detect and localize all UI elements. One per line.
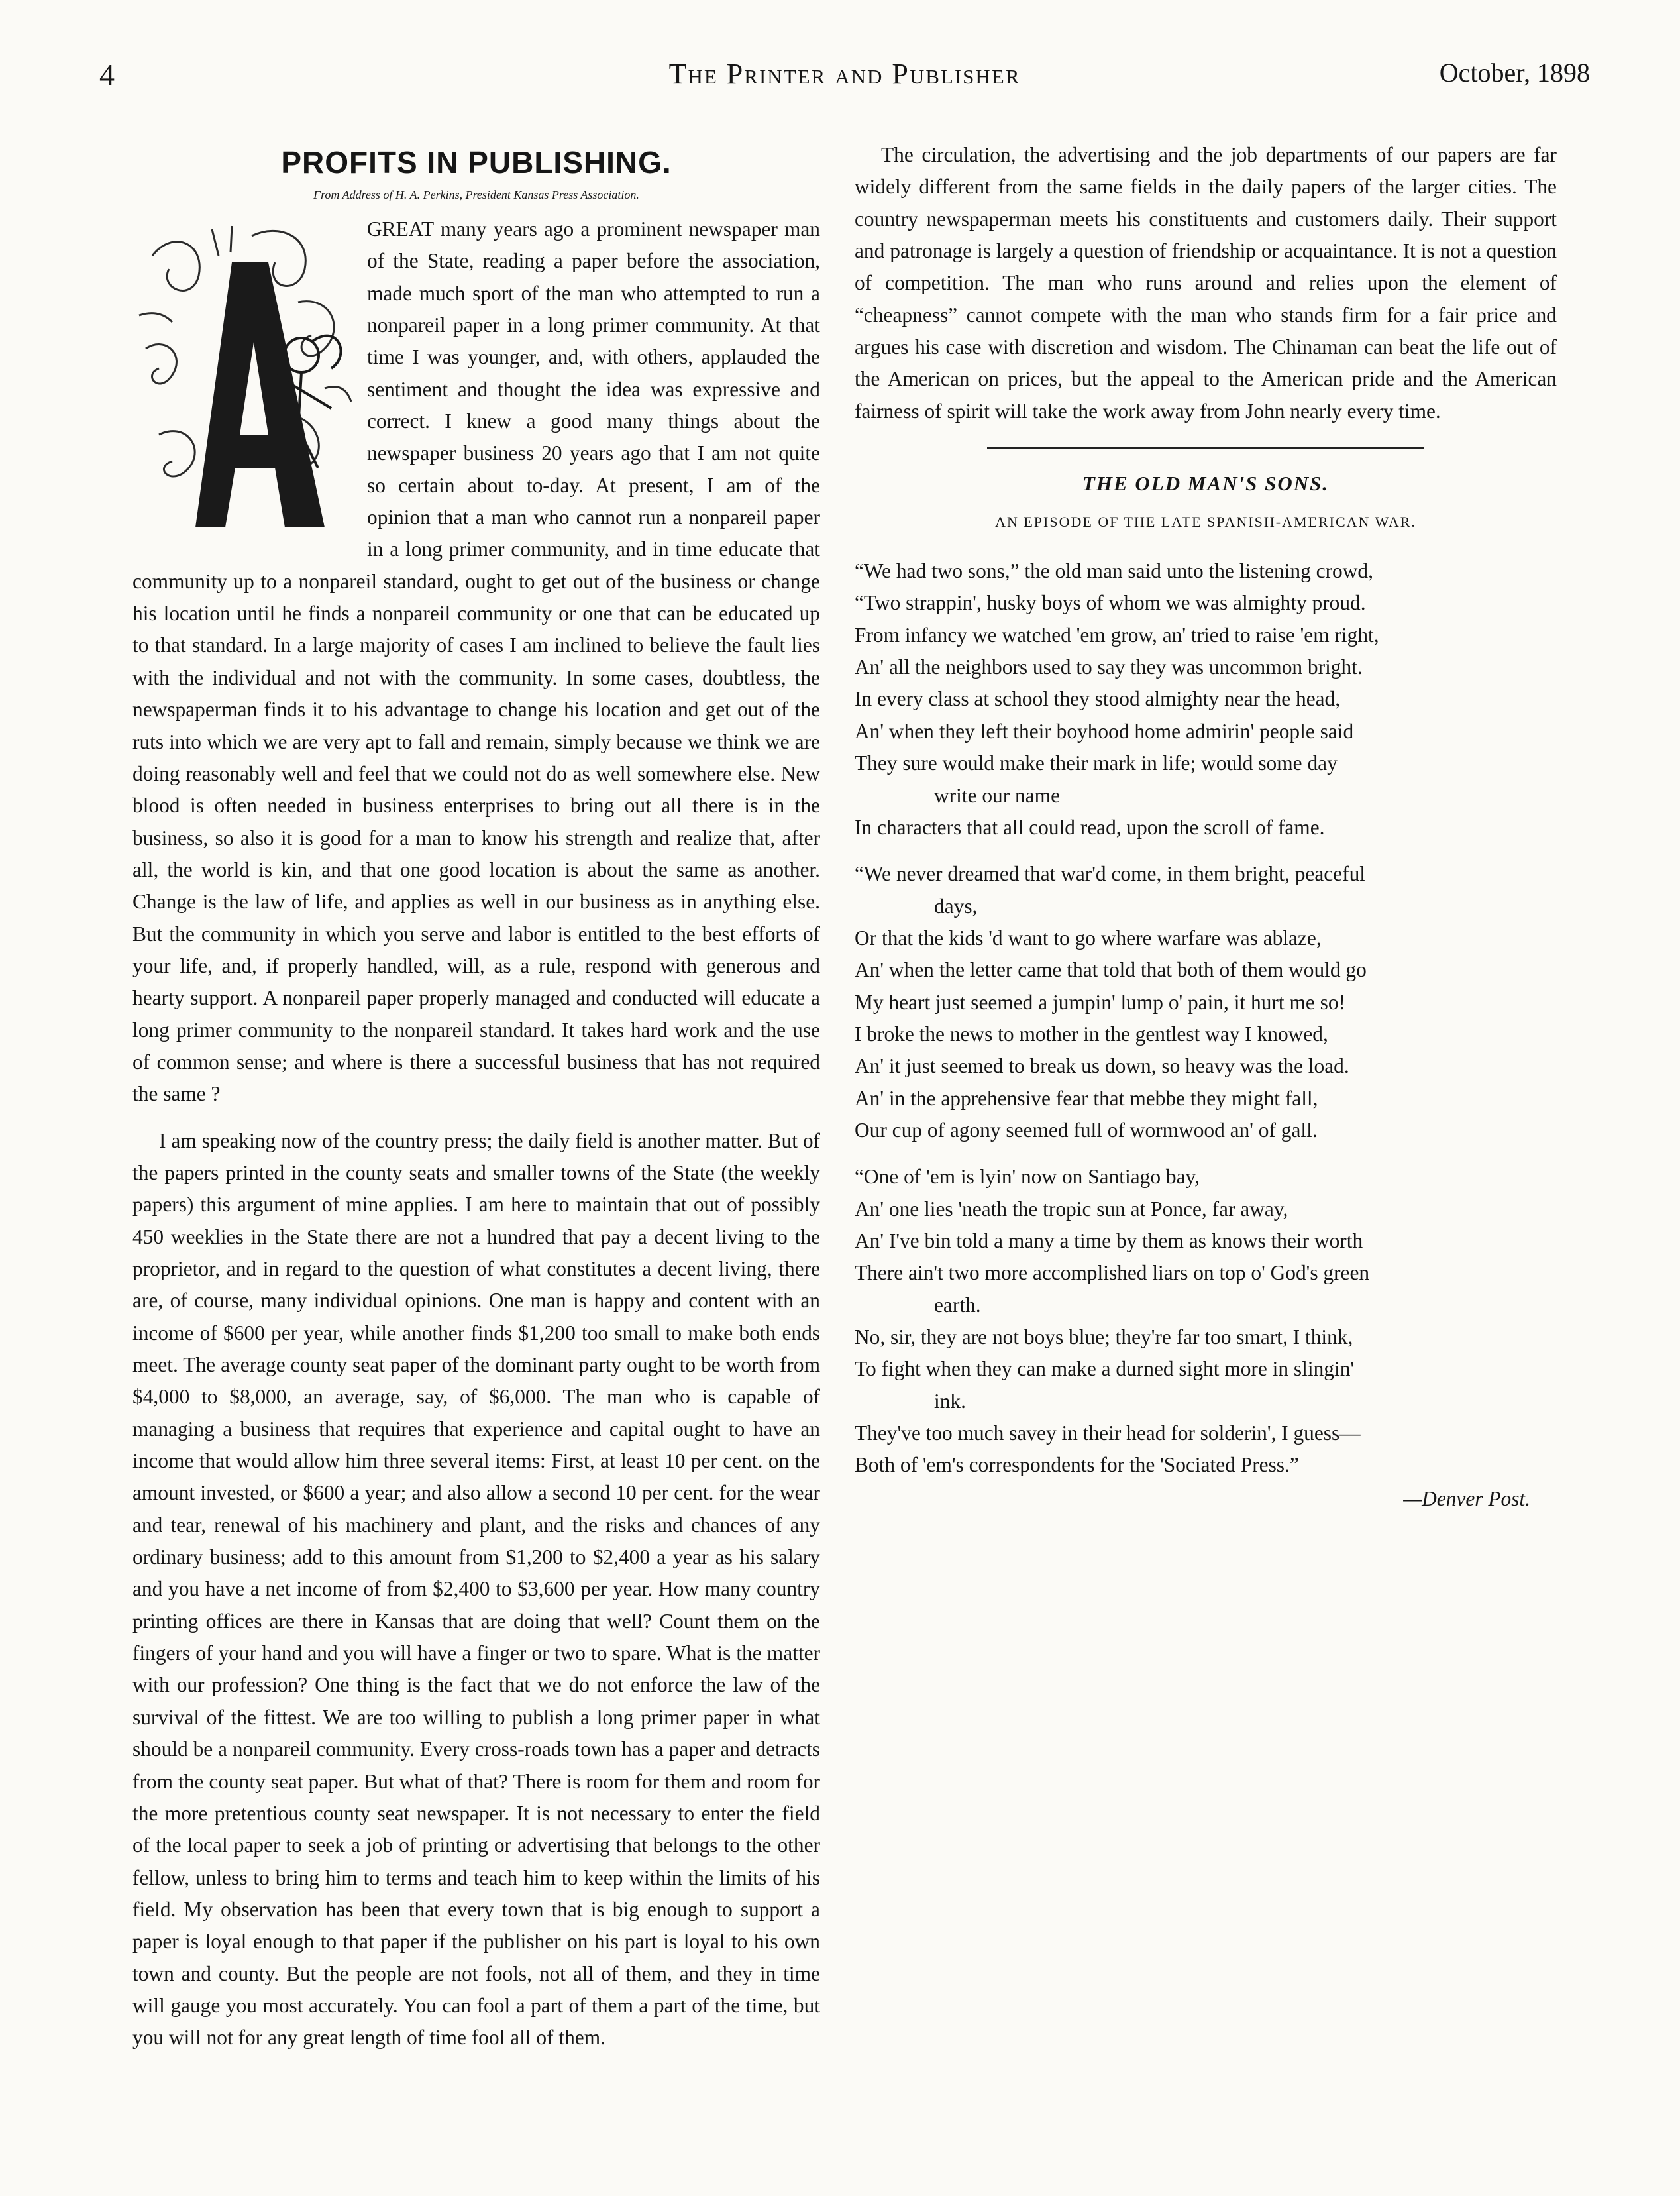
poem-stanza xyxy=(855,1161,1557,1481)
poem-stanza xyxy=(855,555,1557,844)
article-title: PROFITS IN PUBLISHING. xyxy=(281,145,672,180)
section-divider xyxy=(987,447,1424,449)
poem-source: —Denver Post. xyxy=(1403,1486,1530,1510)
poem-line: I broke the news to mother in the gentlest way I knowed, xyxy=(855,1022,1328,1046)
poem-line: An' it just seemed to break us down, so heavy was the load. xyxy=(855,1054,1349,1078)
poem-line: Both of 'em's correspondents for the 'Sociated Press.” xyxy=(855,1453,1299,1477)
poem-title: THE OLD MAN'S SONS. xyxy=(1082,472,1330,496)
poem-line: Our cup of agony seemed full of wormwood an' of gall. xyxy=(855,1118,1318,1142)
poem-subtitle: AN EPISODE OF THE LATE SPANISH-AMERICAN WAR. xyxy=(995,514,1416,531)
poem-line: ink. xyxy=(934,1389,966,1413)
poem-body xyxy=(855,555,1557,1482)
poem-line: An' all the neighbors used to say they was uncommon bright. xyxy=(855,655,1363,679)
poem-line: “One of 'em is lyin' now on Santiago bay, xyxy=(855,1165,1200,1189)
poem-line: They've too much savey in their head for solderin', I guess— xyxy=(855,1421,1361,1445)
poem-line: An' when the letter came that told that both of them would go xyxy=(855,958,1367,982)
paragraph: I am speaking now of the country press; the daily field is another matter. But of the papers printed in the county seats and smaller towns of the State (the weekly papers) this argument of mine applies. I am here to maintain that out of possibly 450 weeklies in the State there are not a hundred that pay a decent living to the proprietor, and in regard to the question of what constitutes a decent living, there are, of course, many individual opinions. One man is happy and content with an income of $600 per year, while another finds $1,200 too small to make both ends meet. The average county seat paper of the dominant party ought to be worth from $4,000 to $8,000, an average, say, of $6,000. The man who is capable of managing a business that requires that experience and capital ought to have an income that would allow him three several items: First, at least 10 per cent. on the amount invested, or $600 a year; and also allow a second 10 per cent. for the wear and tear, renewal of his machinery and plant, and the risks and chances of any ordinary business; add to this amount from $1,200 to $2,400 a year as his salary and you have a net income of from $2,400 to $3,600 per year. How many country printing offices are there in Kansas that are doing that well? Count them on the fingers of your hand and you will have a finger or two to spare. What is the matter with our profession? One thing is the fact that we do not enforce the law of the survival of the fittest. We are too willing to publish a long primer paper in what should be a nonpareil community. Every cross-roads town has a paper and detracts from the county seat paper. But what of that? There is room for them and room for the more pretentious county seat newspaper. It is not necessary to enter the field of the local paper to seek a job of printing or advertising that belongs to the other fellow, unless to bring him to terms and teach him to keep within the limits of his field. My observation has been that every town that is big enough to support a paper is loyal enough to that paper if the publisher on his part is loyal to his own town and county. But the people are not fools, not all of them, and they in time will gauge you most accurately. You can fool a part of them a part of the time, but you will not for any great length of time fool all of them. xyxy=(132,1128,820,2050)
article-byline: From Address of H. A. Perkins, President Kansas Press Association. xyxy=(313,188,639,201)
poem-line: In every class at school they stood almighty near the head, xyxy=(855,687,1341,711)
column-right xyxy=(855,139,1557,1515)
page-number: 4 xyxy=(99,58,115,91)
column-left xyxy=(132,139,820,2054)
poem-line: An' in the apprehensive fear that mebbe they might fall, xyxy=(855,1086,1318,1110)
page-header xyxy=(99,57,1590,97)
poem-line: “Two strappin', husky boys of whom we was almighty proud. xyxy=(855,591,1366,615)
running-title: The Printer and Publisher xyxy=(668,58,1021,90)
poem-line: “We had two sons,” the old man said unto the listening crowd, xyxy=(855,559,1373,583)
poem-line: days, xyxy=(934,894,978,918)
paragraph: GREAT many years ago a prominent newspaper man of the State, reading a paper before the association, made much sport of the man who attempted to run a nonpareil paper in a long primer community. At that time I was younger, and, with others, applauded the sentiment and thought the idea was expressive and correct. I knew a good many things about the newspaper business 20 years ago that I am not quite so certain about to-day. At present, I am of the opinion that a man who cannot run a nonpareil paper in a long primer community, and in time educate that community up to a nonpareil standard, ought to get out of the business or change his location until he finds a nonpareil community or one that can be educated up to that standard. In a large majority of cases I am inclined to believe the fault lies with the individual and not with the community. In some cases, doubtless, the newspaperman finds it to his advantage to change his location and get out of the ruts into which we are very apt to fall and remain, simply because we think we are doing reasonably well and feel that we could not do as well somewhere else. New blood is often needed in business enterprises to bring out all there is in the business, so also it is good for a man to know his strength and realize that, after all, the world is kin, and that one good location is about the same as another. Change is the law of life, and applies as well in our business as in anything else. But the community in which you serve and labor is entitled to the best efforts of your life, and, if properly handled, will, as a rule, respond with generous and hearty support. A nonpareil paper properly managed and conducted will educate a long primer community to the nonpareil standard. It takes hard work and the use of common sense; and where is there a successful business that has not required the same ? xyxy=(132,217,820,1106)
poem-line: An' I've bin told a many a time by them as knows their worth xyxy=(855,1229,1363,1252)
poem-line: An' one lies 'neath the tropic sun at Ponce, far away, xyxy=(855,1197,1288,1221)
poem-line: write our name xyxy=(934,783,1061,807)
issue-date: October, 1898 xyxy=(1439,58,1590,87)
paragraph: The circulation, the advertising and the job departments of our papers are far widely different from the same fields in the daily papers of the larger cities. The country newspaperman meets his constituents and customers daily. Their support and patronage is largely a question of friendship or acquaintance. It is not a question of competition. The man who runs around and relies upon the element of “cheapness” cannot compete with the man who stands firm for a fair price and argues his case with discretion and wisdom. The Chinaman can beat the life out of the American on prices, but the appeal to the American pride and the American fairness of spirit will take the work away from John nearly every time. xyxy=(855,143,1557,423)
poem-line: From infancy we watched 'em grow, an' tried to raise 'em right, xyxy=(855,623,1379,647)
poem-line: Or that the kids 'd want to go where warfare was ablaze, xyxy=(855,926,1322,950)
poem-line: They sure would make their mark in life; would some day xyxy=(855,751,1338,775)
poem-stanza xyxy=(855,858,1557,1146)
poem-line: No, sir, they are not boys blue; they're far too smart, I think, xyxy=(855,1325,1353,1348)
poem-line: There ain't two more accomplished liars on top o' God's green xyxy=(855,1261,1370,1285)
poem-line: In characters that all could read, upon the scroll of fame. xyxy=(855,815,1325,839)
poem-line: earth. xyxy=(934,1293,981,1317)
poem-line: To fight when they can make a durned sight more in slingin' xyxy=(855,1357,1355,1381)
article-body xyxy=(132,213,820,2054)
poem-line: My heart just seemed a jumpin' lump o' pain, it hurt me so! xyxy=(855,990,1346,1014)
drop-cap-illustration xyxy=(132,216,358,547)
poem-line: “We never dreamed that war'd come, in them bright, peaceful xyxy=(855,862,1365,886)
poem-line: An' when they left their boyhood home admirin' people said xyxy=(855,719,1354,743)
